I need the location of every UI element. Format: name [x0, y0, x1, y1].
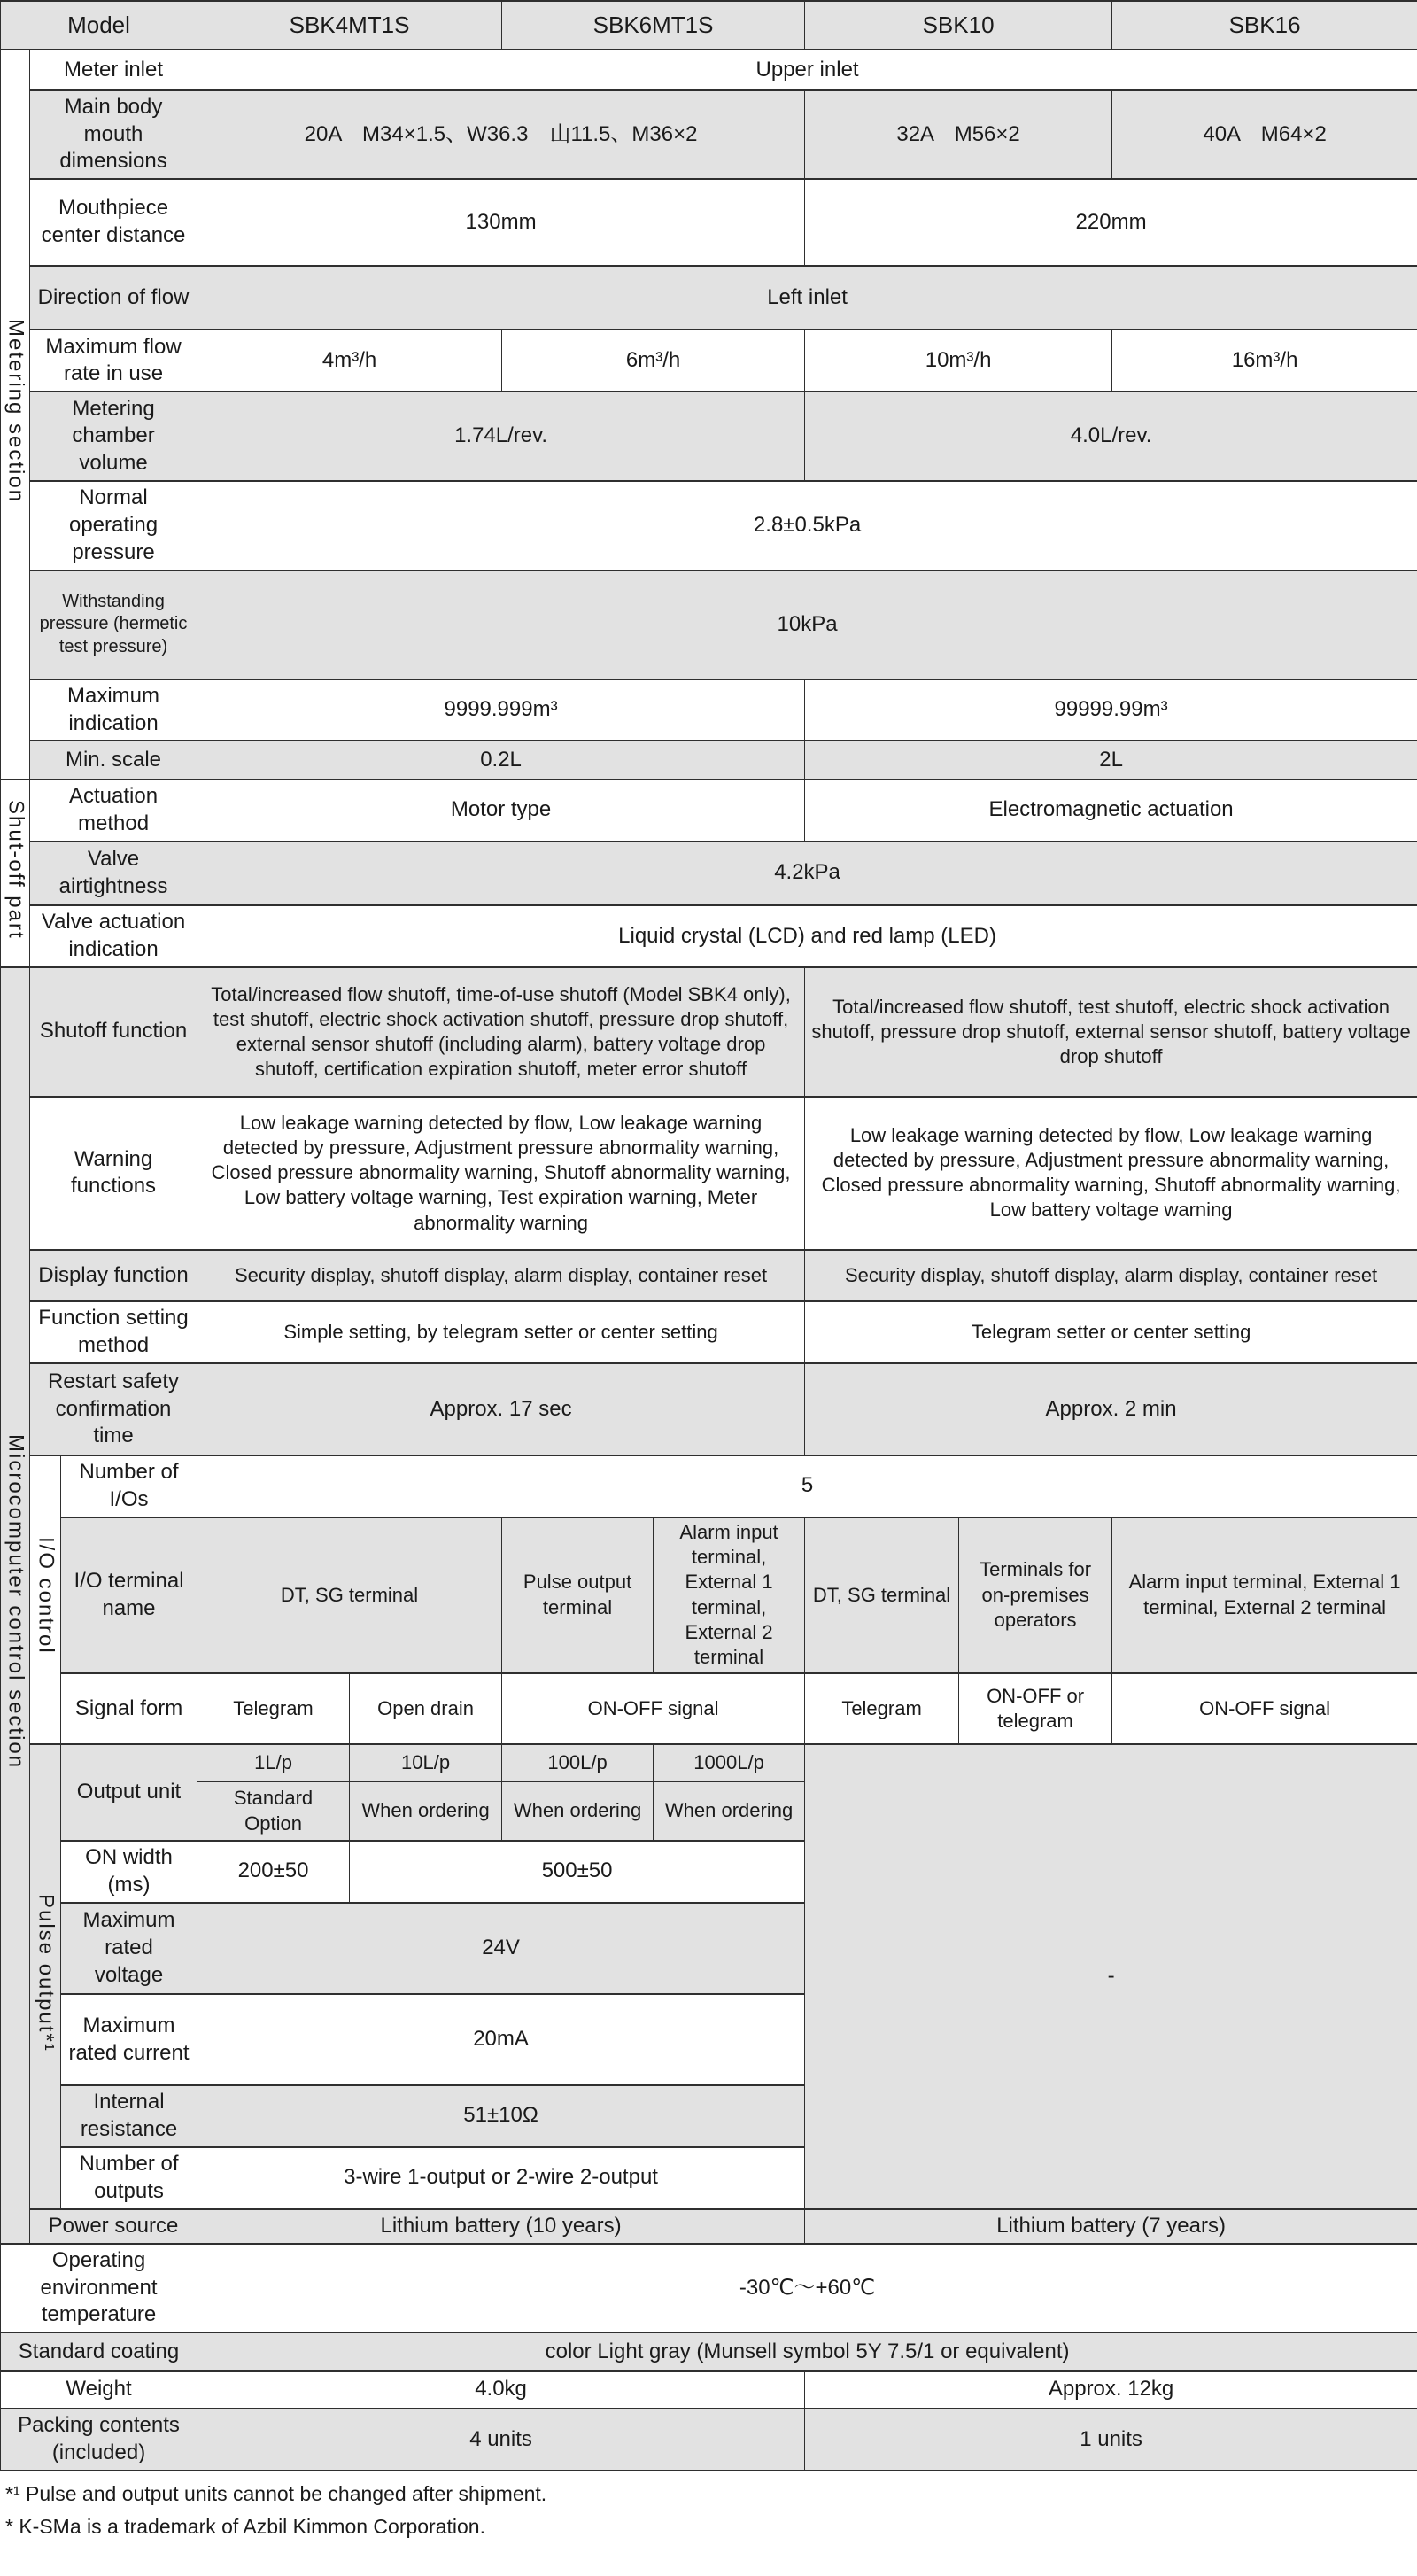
- cell-value: When ordering: [350, 1781, 502, 1840]
- cell-value: 1.74L/rev.: [197, 392, 805, 481]
- row-valve-actuation-indication: [1, 905, 1417, 967]
- row-label: Warning functions: [30, 1097, 197, 1250]
- row-maximum-indication: [1, 679, 1417, 741]
- row-power-source: [1, 2209, 1417, 2244]
- row-label: Main body mouth dimensions: [30, 90, 197, 180]
- cell-value: -30℃～+60℃: [197, 2244, 1417, 2333]
- cell-value: Left inlet: [197, 266, 1417, 330]
- row-actuation-method: [1, 780, 1417, 842]
- row-weight: [1, 2371, 1417, 2409]
- cell-value: 3-wire 1-output or 2-wire 2-output: [197, 2147, 805, 2209]
- model-header-sbk6mt1s: SBK6MT1S: [502, 1, 805, 50]
- header-row: [1, 1, 1417, 50]
- cell-value: 2.8±0.5kPa: [197, 481, 1417, 570]
- model-header-sbk10: SBK10: [805, 1, 1112, 50]
- cell-value: 20A M34×1.5、W36.3 山11.5、M36×2: [197, 90, 805, 180]
- cell-value: 32A M56×2: [805, 90, 1112, 180]
- model-header-label: Model: [1, 1, 197, 50]
- cell-value: Upper inlet: [197, 50, 1417, 89]
- row-label: Maximum indication: [30, 679, 197, 741]
- row-label: Packing contents (included): [1, 2409, 197, 2471]
- row-label: Power source: [30, 2209, 197, 2244]
- row-label: Operating environment temperature: [1, 2244, 197, 2333]
- cell-value: 5: [197, 1455, 1417, 1517]
- cell-value: Motor type: [197, 780, 805, 842]
- footnote-trademark: * K-SMa is a trademark of Azbil Kimmon Corporation.: [5, 2515, 485, 2539]
- row-mouth-dimensions: [1, 90, 1417, 180]
- cell-value: 200±50: [197, 1841, 350, 1903]
- cell-value: Approx. 12kg: [805, 2371, 1417, 2409]
- cell-value: DT, SG terminal: [805, 1517, 959, 1673]
- row-number-of-ios: [1, 1455, 1417, 1517]
- row-io-terminal-name: [1, 1517, 1417, 1673]
- row-display-function: [1, 1250, 1417, 1301]
- section-label-shutoff-part: Shut-off part: [1, 780, 30, 967]
- cell-value: Alarm input terminal, External 1 terminal, External 2 terminal: [654, 1517, 805, 1673]
- cell-value: Standard Option: [197, 1781, 350, 1840]
- row-label: I/O terminal name: [61, 1517, 197, 1673]
- cell-value: Lithium battery (10 years): [197, 2209, 805, 2244]
- row-min-scale: [1, 741, 1417, 779]
- cell-value: Security display, shutoff display, alarm display, container reset: [197, 1250, 805, 1301]
- model-header-sbk4mt1s: SBK4MT1S: [197, 1, 502, 50]
- cell-value: ON-OFF signal: [502, 1673, 805, 1745]
- row-label: Number of I/Os: [61, 1455, 197, 1517]
- cell-value: Alarm input terminal, External 1 terminal, External 2 terminal: [1112, 1517, 1417, 1673]
- row-function-setting-method: [1, 1301, 1417, 1363]
- cell-value: When ordering: [654, 1781, 805, 1840]
- cell-value: 100L/p: [502, 1744, 654, 1781]
- footnotes: [0, 2471, 1417, 2541]
- cell-value: 40A M64×2: [1112, 90, 1417, 180]
- row-withstanding-pressure: [1, 570, 1417, 679]
- row-warning-functions: [1, 1097, 1417, 1250]
- row-label: Function setting method: [30, 1301, 197, 1363]
- cell-value: Lithium battery (7 years): [805, 2209, 1417, 2244]
- cell-value: 9999.999m³: [197, 679, 805, 741]
- cell-value: 0.2L: [197, 741, 805, 779]
- cell-value: 220mm: [805, 179, 1417, 266]
- section-label-io-control: I/O control: [30, 1455, 61, 1744]
- row-signal-form: [1, 1673, 1417, 1745]
- cell-value: Electromagnetic actuation: [805, 780, 1417, 842]
- cell-value: Low leakage warning detected by flow, Low leakage warning detected by pressure, Adjustment pressure abnormality warning, Closed pressure abnormality warning, Shutoff abnormality warning, Low battery voltage warning: [805, 1097, 1417, 1250]
- cell-value: 1 units: [805, 2409, 1417, 2471]
- cell-value: 51±10Ω: [197, 2085, 805, 2147]
- cell-value: 1L/p: [197, 1744, 350, 1781]
- cell-value: Liquid crystal (LCD) and red lamp (LED): [197, 905, 1417, 967]
- row-metering-chamber-volume: [1, 392, 1417, 481]
- row-label: Normal operating pressure: [30, 481, 197, 570]
- row-label: Standard coating: [1, 2332, 197, 2370]
- row-packing-contents: [1, 2409, 1417, 2471]
- row-label: Metering chamber volume: [30, 392, 197, 481]
- cell-value: 10kPa: [197, 570, 1417, 679]
- cell-value: 10L/p: [350, 1744, 502, 1781]
- row-label: Mouthpiece center distance: [30, 179, 197, 266]
- cell-value: 2L: [805, 741, 1417, 779]
- row-meter-inlet: [1, 50, 1417, 89]
- cell-value: 130mm: [197, 179, 805, 266]
- cell-value: Telegram: [805, 1673, 959, 1745]
- row-label: Maximum rated voltage: [61, 1903, 197, 1995]
- cell-value: Open drain: [350, 1673, 502, 1745]
- row-normal-operating-pressure: [1, 481, 1417, 570]
- row-max-flow-rate: [1, 330, 1417, 392]
- row-mouthpiece-distance: [1, 179, 1417, 266]
- cell-value: 20mA: [197, 1994, 805, 2085]
- cell-value: 99999.99m³: [805, 679, 1417, 741]
- cell-value: Terminals for on-premises operators: [959, 1517, 1112, 1673]
- row-label: Output unit: [61, 1744, 197, 1841]
- cell-value: Security display, shutoff display, alarm display, container reset: [805, 1250, 1417, 1301]
- cell-value: 4 units: [197, 2409, 805, 2471]
- cell-value: Approx. 17 sec: [197, 1363, 805, 1455]
- row-label: Min. scale: [30, 741, 197, 779]
- cell-value: DT, SG terminal: [197, 1517, 502, 1673]
- row-label: Actuation method: [30, 780, 197, 842]
- row-label: Withstanding pressure (hermetic test pressure): [30, 570, 197, 679]
- section-label-pulse-output: Pulse output*¹: [30, 1744, 61, 2209]
- row-label: Valve actuation indication: [30, 905, 197, 967]
- cell-value: color Light gray (Munsell symbol 5Y 7.5/1 or equivalent): [197, 2332, 1417, 2370]
- row-output-unit-values: [1, 1744, 1417, 1781]
- cell-value: 24V: [197, 1903, 805, 1995]
- cell-value: Low leakage warning detected by flow, Low leakage warning detected by pressure, Adjustment pressure abnormality warning, Closed pressure abnormality warning, Shutoff abnormality warning, Low battery voltage warning, Test expiration warning, Meter abnormality warning: [197, 1097, 805, 1250]
- cell-value: Simple setting, by telegram setter or center setting: [197, 1301, 805, 1363]
- cell-value: 6m³/h: [502, 330, 805, 392]
- row-label: Display function: [30, 1250, 197, 1301]
- row-label: ON width (ms): [61, 1841, 197, 1903]
- cell-value: 16m³/h: [1112, 330, 1417, 392]
- cell-value: 10m³/h: [805, 330, 1112, 392]
- cell-value: 4.0kg: [197, 2371, 805, 2409]
- footnote-pulse-output: *¹ Pulse and output units cannot be changed after shipment.: [5, 2482, 547, 2505]
- section-label-microcomputer-control: Microcomputer control section: [1, 967, 30, 2244]
- row-label: Internal resistance: [61, 2085, 197, 2147]
- row-shutoff-function: [1, 967, 1417, 1097]
- row-label: Valve airtightness: [30, 842, 197, 905]
- cell-value: 4.0L/rev.: [805, 392, 1417, 481]
- row-operating-environment-temperature: [1, 2244, 1417, 2333]
- cell-value: Telegram setter or center setting: [805, 1301, 1417, 1363]
- row-direction-of-flow: [1, 266, 1417, 330]
- cell-not-applicable: -: [805, 1744, 1417, 2209]
- cell-value: Total/increased flow shutoff, time-of-use shutoff (Model SBK4 only), test shutoff, electric shock activation shutoff, pressure drop shutoff, external sensor shutoff (including alarm), battery voltage drop shutoff, certification expiration shutoff, meter error shutoff: [197, 967, 805, 1097]
- cell-value: Total/increased flow shutoff, test shutoff, electric shock activation shutoff, pressure drop shutoff, external sensor shutoff, battery voltage drop shutoff: [805, 967, 1417, 1097]
- row-label: Shutoff function: [30, 967, 197, 1097]
- row-label: Number of outputs: [61, 2147, 197, 2209]
- row-restart-safety-time: [1, 1363, 1417, 1455]
- row-label: Restart safety confirmation time: [30, 1363, 197, 1455]
- cell-value: When ordering: [502, 1781, 654, 1840]
- cell-value: ON-OFF or telegram: [959, 1673, 1112, 1745]
- cell-value: Telegram: [197, 1673, 350, 1745]
- row-label: Maximum rated current: [61, 1994, 197, 2085]
- row-label: Direction of flow: [30, 266, 197, 330]
- cell-value: 4m³/h: [197, 330, 502, 392]
- row-label: Maximum flow rate in use: [30, 330, 197, 392]
- row-valve-airtightness: [1, 842, 1417, 905]
- cell-value: 4.2kPa: [197, 842, 1417, 905]
- row-label: Signal form: [61, 1673, 197, 1745]
- cell-value: 1000L/p: [654, 1744, 805, 1781]
- cell-value: ON-OFF signal: [1112, 1673, 1417, 1745]
- cell-value: 500±50: [350, 1841, 805, 1903]
- row-label: Meter inlet: [30, 50, 197, 89]
- row-label: Weight: [1, 2371, 197, 2409]
- cell-value: Pulse output terminal: [502, 1517, 654, 1673]
- row-standard-coating: [1, 2332, 1417, 2370]
- cell-value: Approx. 2 min: [805, 1363, 1417, 1455]
- model-header-sbk16: SBK16: [1112, 1, 1417, 50]
- section-label-metering: Metering section: [1, 50, 30, 779]
